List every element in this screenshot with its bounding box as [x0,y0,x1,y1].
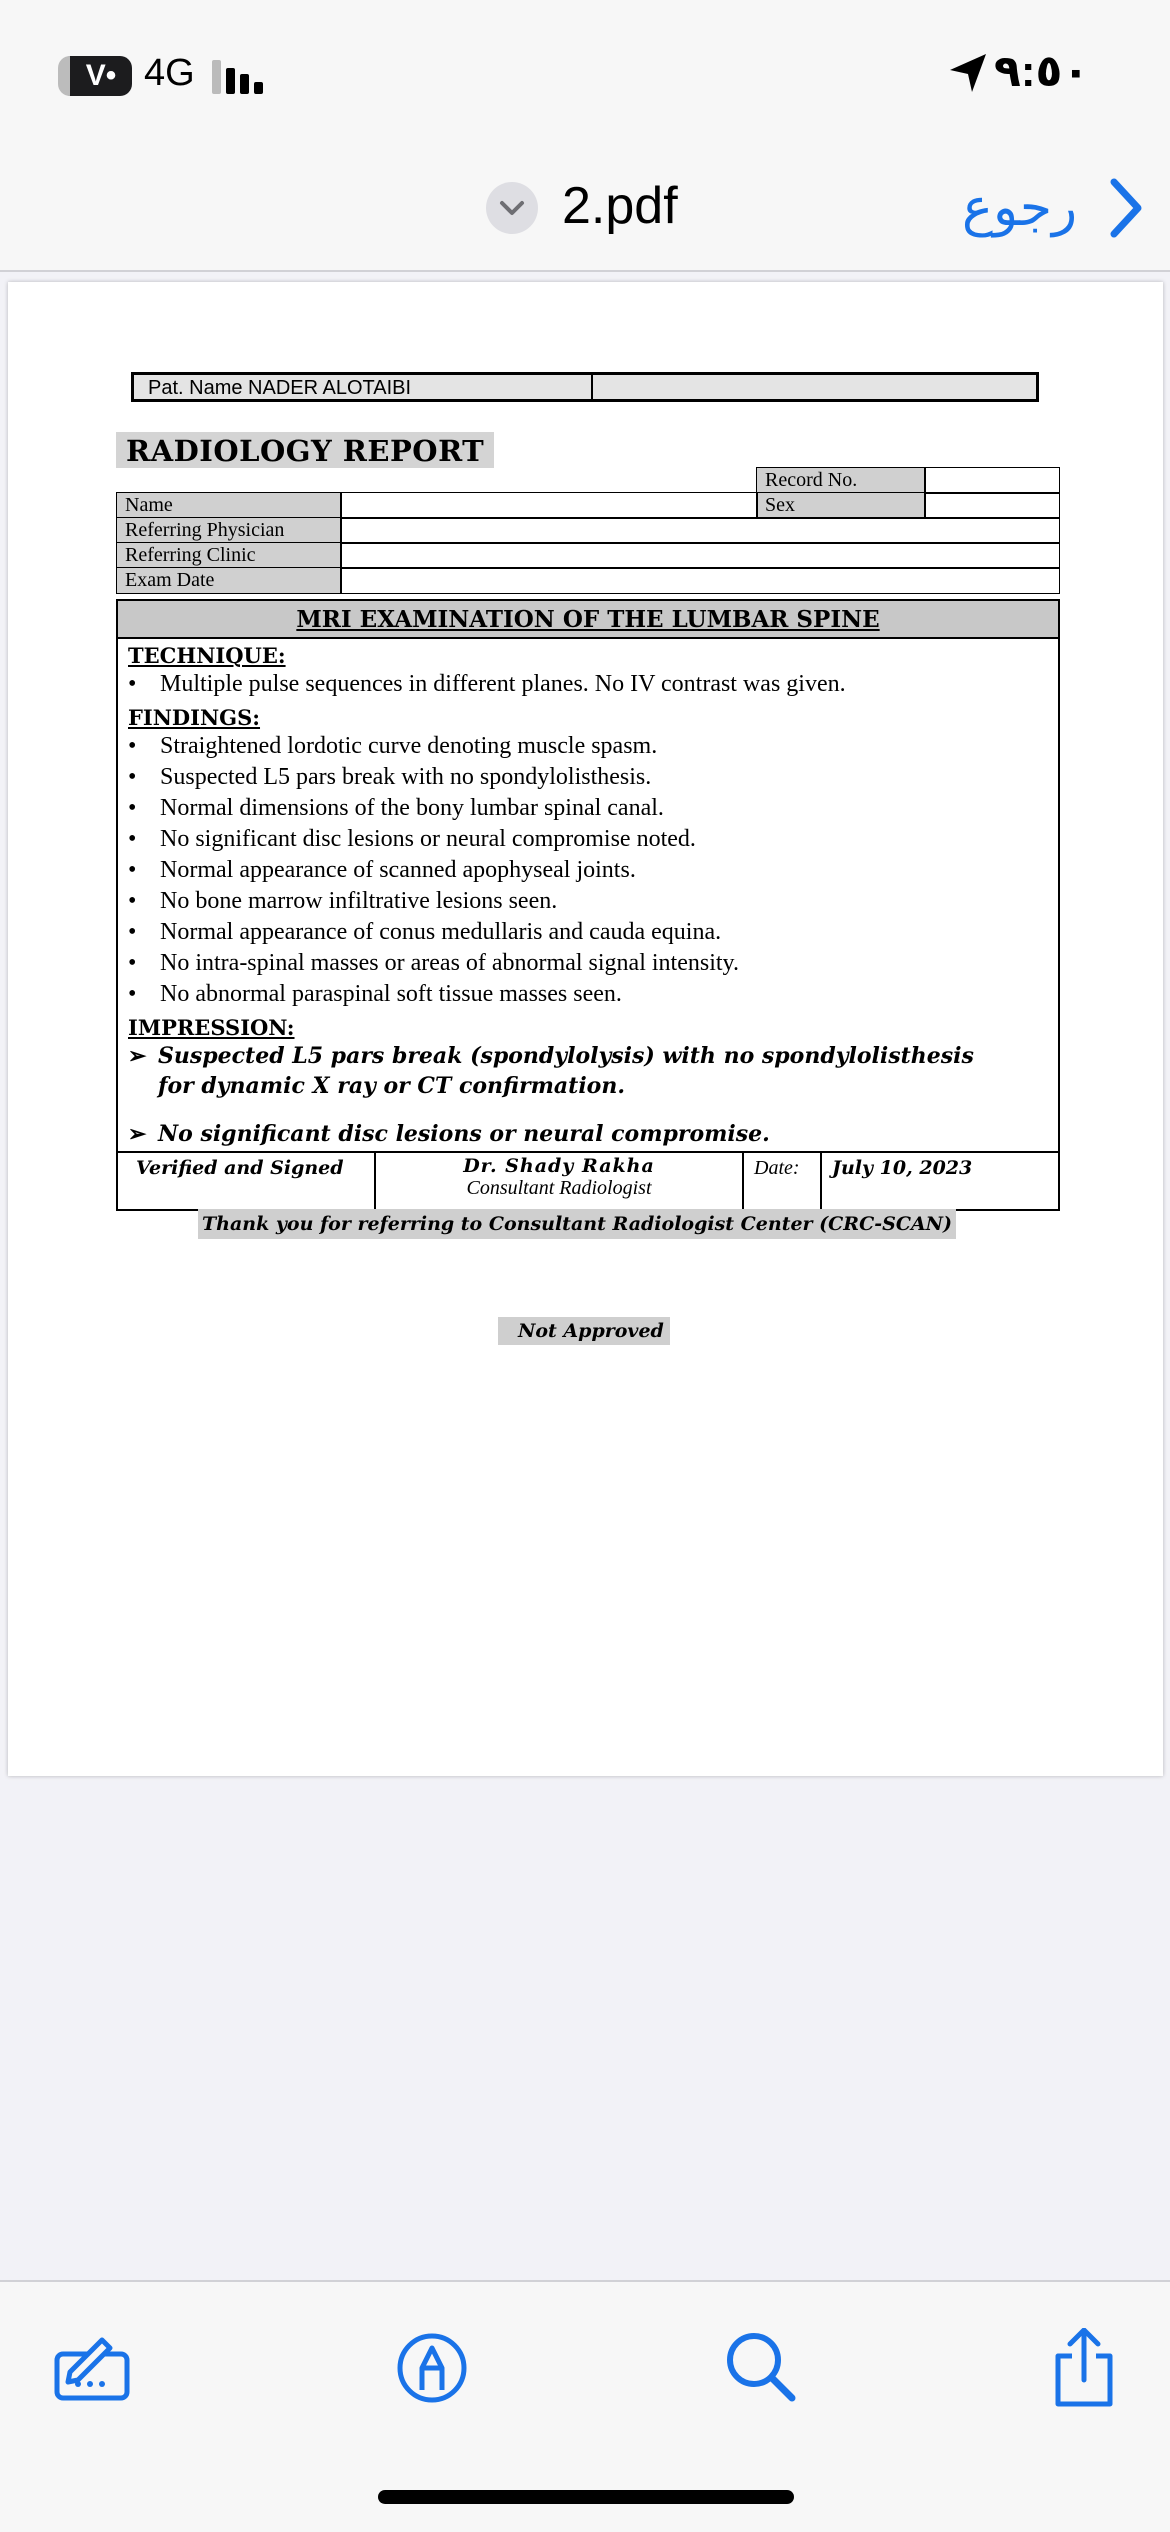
divider [591,375,593,399]
report-body [116,599,1060,1211]
sex-value [924,492,1060,519]
list-item: • No abnormal paraspinal soft tissue masses seen. [128,981,622,1007]
chevron-right-icon[interactable] [1106,176,1146,240]
signature-block [376,1153,744,1211]
referring-physician-value [340,517,1060,544]
impression-item-continued: for dynamic X ray or CT confirmation. [158,1073,626,1099]
back-button[interactable]: رجوع [962,179,1078,237]
list-item: • No bone marrow infiltrative lesions seen. [128,888,558,914]
list-item: • Multiple pulse sequences in different planes. No IV contrast was given. [128,671,846,697]
referring-clinic-value [340,542,1060,569]
status-bar [0,0,1170,130]
signal-strength-icon [212,58,268,94]
home-indicator[interactable] [378,2490,794,2504]
share-icon[interactable] [1044,2328,1124,2408]
patient-name: Pat. Name NADER ALOTAIBI [148,377,412,399]
date-label: Date: [744,1153,822,1211]
list-item: • No intra-spinal masses or areas of abnormal signal intensity. [128,950,739,976]
pdf-page[interactable] [8,282,1163,1776]
verified-label: Verified and Signed [118,1153,376,1211]
patient-name-box [131,372,1039,402]
doctor-title: Consultant Radiologist [466,1177,652,1199]
list-item: • Normal appearance of conus medullaris and cauda equina. [128,919,722,945]
referring-clinic-label: Referring Clinic [116,542,342,569]
keyboard-edit-icon[interactable] [52,2328,132,2408]
impression-heading: IMPRESSION: [128,1015,295,1040]
signature-row [118,1151,1058,1209]
list-item: • Straightened lordotic curve denoting muscle spasm. [128,733,658,759]
search-icon[interactable] [720,2328,800,2408]
title-menu-button[interactable] [486,182,538,234]
markup-icon[interactable] [392,2328,472,2408]
exam-date-value [340,567,1060,594]
name-value [340,492,758,519]
chevron-down-icon [499,197,525,219]
date-value: July 10, 2023 [832,1157,973,1179]
battery-indicator: V• [58,56,132,96]
document-title[interactable]: 2.pdf [562,177,678,235]
record-no-label: Record No. [756,467,926,494]
list-item: • Normal dimensions of the bony lumbar spinal canal. [128,795,664,821]
list-item: • No significant disc lesions or neural compromise noted. [128,826,696,852]
record-no-value [924,467,1060,494]
list-item: • Suspected L5 pars break with no spondylolisthesis. [128,764,652,790]
approval-status: Not Approved [498,1317,670,1345]
sex-label: Sex [756,492,926,519]
thanks-note: Thank you for referring to Consultant Radiologist Center (CRC-SCAN) [198,1209,956,1239]
list-item: • Normal appearance of scanned apophyseal joints. [128,857,636,883]
report-title: RADIOLOGY REPORT [116,432,494,468]
findings-heading: FINDINGS: [128,705,261,730]
impression-item: ➢ No significant disc lesions or neural compromise. [128,1121,770,1147]
location-arrow-icon [948,52,988,94]
name-label: Name [116,492,342,519]
exam-date-label: Exam Date [116,567,342,594]
technique-heading: TECHNIQUE: [128,643,286,668]
exam-title: MRI EXAMINATION OF THE LUMBAR SPINE [118,601,1058,639]
navigation-bar [0,130,1170,272]
impression-item: ➢ Suspected L5 pars break (spondylolysis) with no spondylolisthesis [128,1043,974,1069]
clock: ٩:٥٠ [994,47,1090,96]
referring-physician-label: Referring Physician [116,517,342,544]
doctor-name: Dr. Shady Rakha [463,1155,655,1177]
network-type: 4G [144,52,195,94]
